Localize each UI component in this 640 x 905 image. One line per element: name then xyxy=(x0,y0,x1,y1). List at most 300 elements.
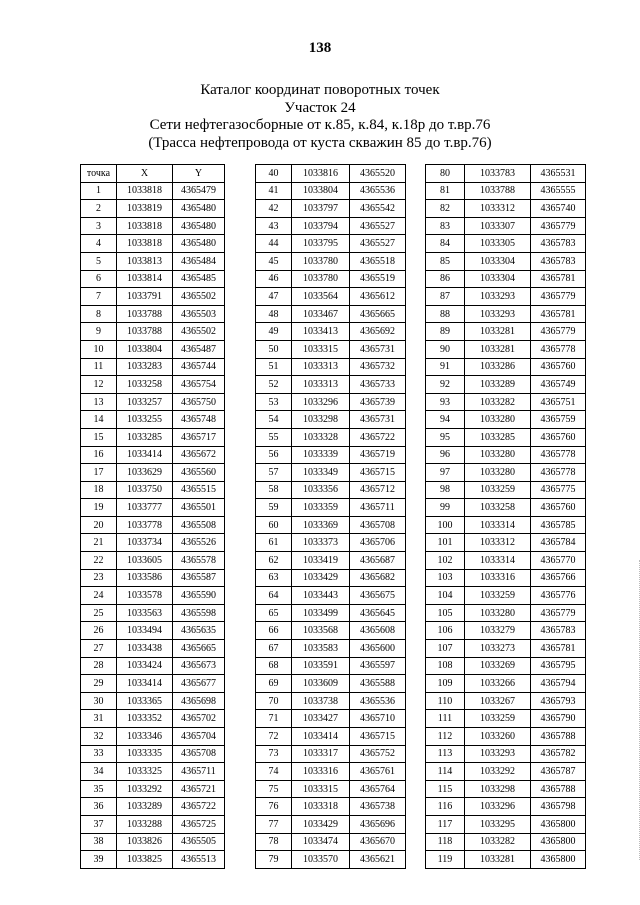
y-coordinate: 4365513 xyxy=(173,851,225,869)
y-coordinate: 4365520 xyxy=(350,165,406,183)
y-coordinate: 4365731 xyxy=(350,340,406,358)
point-number: 18 xyxy=(81,481,117,499)
table-row xyxy=(256,710,406,728)
point-number: 83 xyxy=(426,217,465,235)
table-row xyxy=(81,235,225,253)
point-number: 73 xyxy=(256,745,292,763)
point-number: 62 xyxy=(256,552,292,570)
table-row xyxy=(81,499,225,517)
x-coordinate: 1033258 xyxy=(117,376,173,394)
y-coordinate: 4365760 xyxy=(531,428,586,446)
y-coordinate: 4365784 xyxy=(531,534,586,552)
point-number: 81 xyxy=(426,182,465,200)
point-number: 16 xyxy=(81,446,117,464)
point-number: 4 xyxy=(81,235,117,253)
table-row xyxy=(256,675,406,693)
point-number: 101 xyxy=(426,534,465,552)
x-coordinate: 1033280 xyxy=(465,464,531,482)
y-coordinate: 4365587 xyxy=(173,569,225,587)
point-number: 77 xyxy=(256,815,292,833)
y-coordinate: 4365781 xyxy=(531,305,586,323)
x-coordinate: 1033283 xyxy=(117,358,173,376)
point-number: 59 xyxy=(256,499,292,517)
point-number: 85 xyxy=(426,252,465,270)
point-number: 94 xyxy=(426,411,465,429)
y-coordinate: 4365732 xyxy=(350,358,406,376)
y-coordinate: 4365480 xyxy=(173,217,225,235)
y-coordinate: 4365531 xyxy=(531,165,586,183)
x-coordinate: 1033819 xyxy=(117,200,173,218)
point-number: 1 xyxy=(81,182,117,200)
x-coordinate: 1033258 xyxy=(465,499,531,517)
x-coordinate: 1033273 xyxy=(465,640,531,658)
point-number: 79 xyxy=(256,851,292,869)
y-coordinate: 4365702 xyxy=(173,710,225,728)
y-coordinate: 4365479 xyxy=(173,182,225,200)
x-coordinate: 1033804 xyxy=(292,182,350,200)
y-coordinate: 4365708 xyxy=(350,516,406,534)
x-coordinate: 1033414 xyxy=(117,675,173,693)
y-coordinate: 4365555 xyxy=(531,182,586,200)
y-coordinate: 4365621 xyxy=(350,851,406,869)
point-number: 88 xyxy=(426,305,465,323)
x-coordinate: 1033304 xyxy=(465,252,531,270)
table-row xyxy=(426,798,586,816)
x-coordinate: 1033315 xyxy=(292,780,350,798)
table-row xyxy=(256,780,406,798)
table-row xyxy=(81,200,225,218)
x-coordinate: 1033734 xyxy=(117,534,173,552)
point-number: 69 xyxy=(256,675,292,693)
point-number: 105 xyxy=(426,604,465,622)
point-number: 26 xyxy=(81,622,117,640)
table-row xyxy=(256,499,406,517)
table-row xyxy=(256,552,406,570)
x-coordinate: 1033369 xyxy=(292,516,350,534)
y-coordinate: 4365578 xyxy=(173,552,225,570)
x-coordinate: 1033816 xyxy=(292,165,350,183)
point-number: 65 xyxy=(256,604,292,622)
point-number: 100 xyxy=(426,516,465,534)
table-row xyxy=(256,481,406,499)
x-coordinate: 1033788 xyxy=(465,182,531,200)
table-row xyxy=(81,358,225,376)
y-coordinate: 4365733 xyxy=(350,376,406,394)
y-coordinate: 4365560 xyxy=(173,464,225,482)
table-row xyxy=(426,288,586,306)
point-number: 50 xyxy=(256,340,292,358)
y-coordinate: 4365800 xyxy=(531,851,586,869)
x-coordinate: 1033424 xyxy=(117,657,173,675)
y-coordinate: 4365770 xyxy=(531,552,586,570)
y-coordinate: 4365800 xyxy=(531,833,586,851)
point-number: 86 xyxy=(426,270,465,288)
point-number: 31 xyxy=(81,710,117,728)
y-coordinate: 4365480 xyxy=(173,200,225,218)
point-number: 41 xyxy=(256,182,292,200)
point-number: 37 xyxy=(81,815,117,833)
point-number: 45 xyxy=(256,252,292,270)
point-number: 97 xyxy=(426,464,465,482)
table-row xyxy=(426,182,586,200)
table-row xyxy=(256,604,406,622)
x-coordinate: 1033280 xyxy=(465,446,531,464)
x-coordinate: 1033314 xyxy=(465,552,531,570)
y-coordinate: 4365776 xyxy=(531,587,586,605)
point-number: 116 xyxy=(426,798,465,816)
point-number: 113 xyxy=(426,745,465,763)
point-number: 109 xyxy=(426,675,465,693)
x-coordinate: 1033298 xyxy=(465,780,531,798)
x-coordinate: 1033315 xyxy=(292,340,350,358)
table-row xyxy=(426,815,586,833)
x-coordinate: 1033304 xyxy=(465,270,531,288)
y-coordinate: 4365503 xyxy=(173,305,225,323)
point-number: 57 xyxy=(256,464,292,482)
table-row xyxy=(426,604,586,622)
point-number: 115 xyxy=(426,780,465,798)
table-row xyxy=(426,165,586,183)
x-coordinate: 1033289 xyxy=(117,798,173,816)
point-number: 106 xyxy=(426,622,465,640)
x-coordinate: 1033296 xyxy=(292,393,350,411)
y-coordinate: 4365719 xyxy=(350,446,406,464)
x-coordinate: 1033825 xyxy=(117,851,173,869)
y-coordinate: 4365779 xyxy=(531,323,586,341)
y-coordinate: 4365781 xyxy=(531,640,586,658)
y-coordinate: 4365785 xyxy=(531,516,586,534)
header-point: точка xyxy=(81,165,117,183)
point-number: 48 xyxy=(256,305,292,323)
point-number: 76 xyxy=(256,798,292,816)
table-row xyxy=(81,411,225,429)
point-number: 93 xyxy=(426,393,465,411)
x-coordinate: 1033499 xyxy=(292,604,350,622)
y-coordinate: 4365750 xyxy=(173,393,225,411)
point-number: 91 xyxy=(426,358,465,376)
x-coordinate: 1033288 xyxy=(117,815,173,833)
y-coordinate: 4365502 xyxy=(173,288,225,306)
point-number: 49 xyxy=(256,323,292,341)
y-coordinate: 4365502 xyxy=(173,323,225,341)
table-row xyxy=(256,763,406,781)
table-row xyxy=(256,622,406,640)
point-number: 3 xyxy=(81,217,117,235)
x-coordinate: 1033267 xyxy=(465,692,531,710)
point-number: 52 xyxy=(256,376,292,394)
x-coordinate: 1033281 xyxy=(465,323,531,341)
y-coordinate: 4365612 xyxy=(350,288,406,306)
table-row xyxy=(426,393,586,411)
x-coordinate: 1033797 xyxy=(292,200,350,218)
x-coordinate: 1033570 xyxy=(292,851,350,869)
point-number: 6 xyxy=(81,270,117,288)
y-coordinate: 4365518 xyxy=(350,252,406,270)
point-number: 33 xyxy=(81,745,117,763)
x-coordinate: 1033438 xyxy=(117,640,173,658)
x-coordinate: 1033583 xyxy=(292,640,350,658)
table-row xyxy=(426,516,586,534)
table-row xyxy=(256,728,406,746)
point-number: 14 xyxy=(81,411,117,429)
y-coordinate: 4365794 xyxy=(531,675,586,693)
point-number: 61 xyxy=(256,534,292,552)
y-coordinate: 4365738 xyxy=(350,798,406,816)
y-coordinate: 4365687 xyxy=(350,552,406,570)
table-row xyxy=(81,446,225,464)
coordinates-table-2 xyxy=(255,164,406,869)
x-coordinate: 1033296 xyxy=(465,798,531,816)
table-row xyxy=(81,323,225,341)
point-number: 13 xyxy=(81,393,117,411)
x-coordinate: 1033257 xyxy=(117,393,173,411)
x-coordinate: 1033794 xyxy=(292,217,350,235)
table-row xyxy=(256,182,406,200)
table-row xyxy=(256,815,406,833)
y-coordinate: 4365783 xyxy=(531,235,586,253)
x-coordinate: 1033339 xyxy=(292,446,350,464)
point-number: 89 xyxy=(426,323,465,341)
y-coordinate: 4365783 xyxy=(531,622,586,640)
table-row xyxy=(426,499,586,517)
point-number: 78 xyxy=(256,833,292,851)
x-coordinate: 1033359 xyxy=(292,499,350,517)
y-coordinate: 4365508 xyxy=(173,516,225,534)
point-number: 7 xyxy=(81,288,117,306)
x-coordinate: 1033795 xyxy=(292,235,350,253)
point-number: 63 xyxy=(256,569,292,587)
table-row xyxy=(426,728,586,746)
y-coordinate: 4365751 xyxy=(531,393,586,411)
table-row xyxy=(81,270,225,288)
table-row xyxy=(81,587,225,605)
x-coordinate: 1033289 xyxy=(465,376,531,394)
point-number: 102 xyxy=(426,552,465,570)
y-coordinate: 4365752 xyxy=(350,745,406,763)
x-coordinate: 1033293 xyxy=(465,288,531,306)
table-row xyxy=(426,569,586,587)
point-number: 44 xyxy=(256,235,292,253)
table-row xyxy=(81,340,225,358)
x-coordinate: 1033609 xyxy=(292,675,350,693)
table-row xyxy=(256,270,406,288)
point-number: 51 xyxy=(256,358,292,376)
table-row xyxy=(256,516,406,534)
point-number: 74 xyxy=(256,763,292,781)
x-coordinate: 1033780 xyxy=(292,270,350,288)
catalog-title xyxy=(0,82,640,152)
x-coordinate: 1033285 xyxy=(465,428,531,446)
title-line: Сети нефтегазосборные от к.85, к.84, к.18р до т.вр.76 xyxy=(149,117,491,133)
x-coordinate: 1033307 xyxy=(465,217,531,235)
table-row xyxy=(256,252,406,270)
table-row xyxy=(81,516,225,534)
y-coordinate: 4365782 xyxy=(531,745,586,763)
x-coordinate: 1033586 xyxy=(117,569,173,587)
point-number: 39 xyxy=(81,851,117,869)
table-row xyxy=(426,217,586,235)
point-number: 54 xyxy=(256,411,292,429)
table-row xyxy=(256,534,406,552)
y-coordinate: 4365779 xyxy=(531,217,586,235)
point-number: 111 xyxy=(426,710,465,728)
y-coordinate: 4365781 xyxy=(531,270,586,288)
table-row xyxy=(81,745,225,763)
table-row xyxy=(81,710,225,728)
x-coordinate: 1033281 xyxy=(465,851,531,869)
x-coordinate: 1033293 xyxy=(465,305,531,323)
table-row xyxy=(81,393,225,411)
y-coordinate: 4365677 xyxy=(173,675,225,693)
y-coordinate: 4365526 xyxy=(173,534,225,552)
point-number: 99 xyxy=(426,499,465,517)
table-row xyxy=(256,446,406,464)
table-row xyxy=(426,252,586,270)
point-number: 67 xyxy=(256,640,292,658)
table-row xyxy=(426,622,586,640)
x-coordinate: 1033429 xyxy=(292,815,350,833)
table-row xyxy=(426,763,586,781)
y-coordinate: 4365748 xyxy=(173,411,225,429)
table-row xyxy=(81,217,225,235)
y-coordinate: 4365672 xyxy=(173,446,225,464)
point-number: 11 xyxy=(81,358,117,376)
x-coordinate: 1033563 xyxy=(117,604,173,622)
table-row xyxy=(256,165,406,183)
y-coordinate: 4365682 xyxy=(350,569,406,587)
point-number: 55 xyxy=(256,428,292,446)
x-coordinate: 1033414 xyxy=(292,728,350,746)
x-coordinate: 1033335 xyxy=(117,745,173,763)
x-coordinate: 1033414 xyxy=(117,446,173,464)
x-coordinate: 1033312 xyxy=(465,534,531,552)
table-row xyxy=(81,728,225,746)
point-number: 17 xyxy=(81,464,117,482)
y-coordinate: 4365505 xyxy=(173,833,225,851)
point-number: 80 xyxy=(426,165,465,183)
point-number: 118 xyxy=(426,833,465,851)
table-row xyxy=(81,604,225,622)
y-coordinate: 4365793 xyxy=(531,692,586,710)
table-row xyxy=(426,692,586,710)
table-row xyxy=(256,288,406,306)
table-row xyxy=(426,340,586,358)
x-coordinate: 1033269 xyxy=(465,657,531,675)
point-number: 75 xyxy=(256,780,292,798)
table-row xyxy=(426,411,586,429)
x-coordinate: 1033312 xyxy=(465,200,531,218)
table-row xyxy=(256,340,406,358)
y-coordinate: 4365675 xyxy=(350,587,406,605)
table-row xyxy=(81,252,225,270)
y-coordinate: 4365527 xyxy=(350,217,406,235)
x-coordinate: 1033564 xyxy=(292,288,350,306)
x-coordinate: 1033814 xyxy=(117,270,173,288)
y-coordinate: 4365740 xyxy=(531,200,586,218)
point-number: 92 xyxy=(426,376,465,394)
table-row xyxy=(256,657,406,675)
y-coordinate: 4365744 xyxy=(173,358,225,376)
x-coordinate: 1033305 xyxy=(465,235,531,253)
x-coordinate: 1033314 xyxy=(465,516,531,534)
y-coordinate: 4365597 xyxy=(350,657,406,675)
y-coordinate: 4365795 xyxy=(531,657,586,675)
y-coordinate: 4365598 xyxy=(173,604,225,622)
point-number: 68 xyxy=(256,657,292,675)
point-number: 43 xyxy=(256,217,292,235)
table-row xyxy=(81,622,225,640)
y-coordinate: 4365800 xyxy=(531,815,586,833)
table-row xyxy=(426,481,586,499)
point-number: 29 xyxy=(81,675,117,693)
point-number: 112 xyxy=(426,728,465,746)
title-line: Каталог координат поворотных точек xyxy=(200,82,440,98)
point-number: 32 xyxy=(81,728,117,746)
table-row xyxy=(426,358,586,376)
point-number: 71 xyxy=(256,710,292,728)
x-coordinate: 1033292 xyxy=(117,780,173,798)
table-row xyxy=(81,481,225,499)
y-coordinate: 4365790 xyxy=(531,710,586,728)
point-number: 28 xyxy=(81,657,117,675)
x-coordinate: 1033778 xyxy=(117,516,173,534)
y-coordinate: 4365760 xyxy=(531,499,586,517)
y-coordinate: 4365715 xyxy=(350,728,406,746)
y-coordinate: 4365717 xyxy=(173,428,225,446)
point-number: 15 xyxy=(81,428,117,446)
x-coordinate: 1033818 xyxy=(117,235,173,253)
y-coordinate: 4365754 xyxy=(173,376,225,394)
x-coordinate: 1033804 xyxy=(117,340,173,358)
table-row xyxy=(426,464,586,482)
x-coordinate: 1033413 xyxy=(292,323,350,341)
y-coordinate: 4365665 xyxy=(173,640,225,658)
table-row xyxy=(256,217,406,235)
x-coordinate: 1033629 xyxy=(117,464,173,482)
x-coordinate: 1033818 xyxy=(117,182,173,200)
page-edge-marks xyxy=(629,560,640,860)
table-row xyxy=(256,323,406,341)
page-number: 138 xyxy=(308,40,332,56)
table-row xyxy=(81,833,225,851)
point-number: 5 xyxy=(81,252,117,270)
x-coordinate: 1033292 xyxy=(465,763,531,781)
x-coordinate: 1033605 xyxy=(117,552,173,570)
table-row xyxy=(256,305,406,323)
y-coordinate: 4365519 xyxy=(350,270,406,288)
x-coordinate: 1033316 xyxy=(292,763,350,781)
x-coordinate: 1033373 xyxy=(292,534,350,552)
x-coordinate: 1033791 xyxy=(117,288,173,306)
table-row xyxy=(81,552,225,570)
y-coordinate: 4365787 xyxy=(531,763,586,781)
point-number: 40 xyxy=(256,165,292,183)
table-row xyxy=(81,675,225,693)
x-coordinate: 1033788 xyxy=(117,305,173,323)
y-coordinate: 4365487 xyxy=(173,340,225,358)
y-coordinate: 4365761 xyxy=(350,763,406,781)
point-number: 110 xyxy=(426,692,465,710)
point-number: 35 xyxy=(81,780,117,798)
table-row xyxy=(426,780,586,798)
x-coordinate: 1033474 xyxy=(292,833,350,851)
y-coordinate: 4365590 xyxy=(173,587,225,605)
table-row xyxy=(426,657,586,675)
point-number: 12 xyxy=(81,376,117,394)
table-row xyxy=(256,587,406,605)
y-coordinate: 4365788 xyxy=(531,780,586,798)
x-coordinate: 1033313 xyxy=(292,358,350,376)
